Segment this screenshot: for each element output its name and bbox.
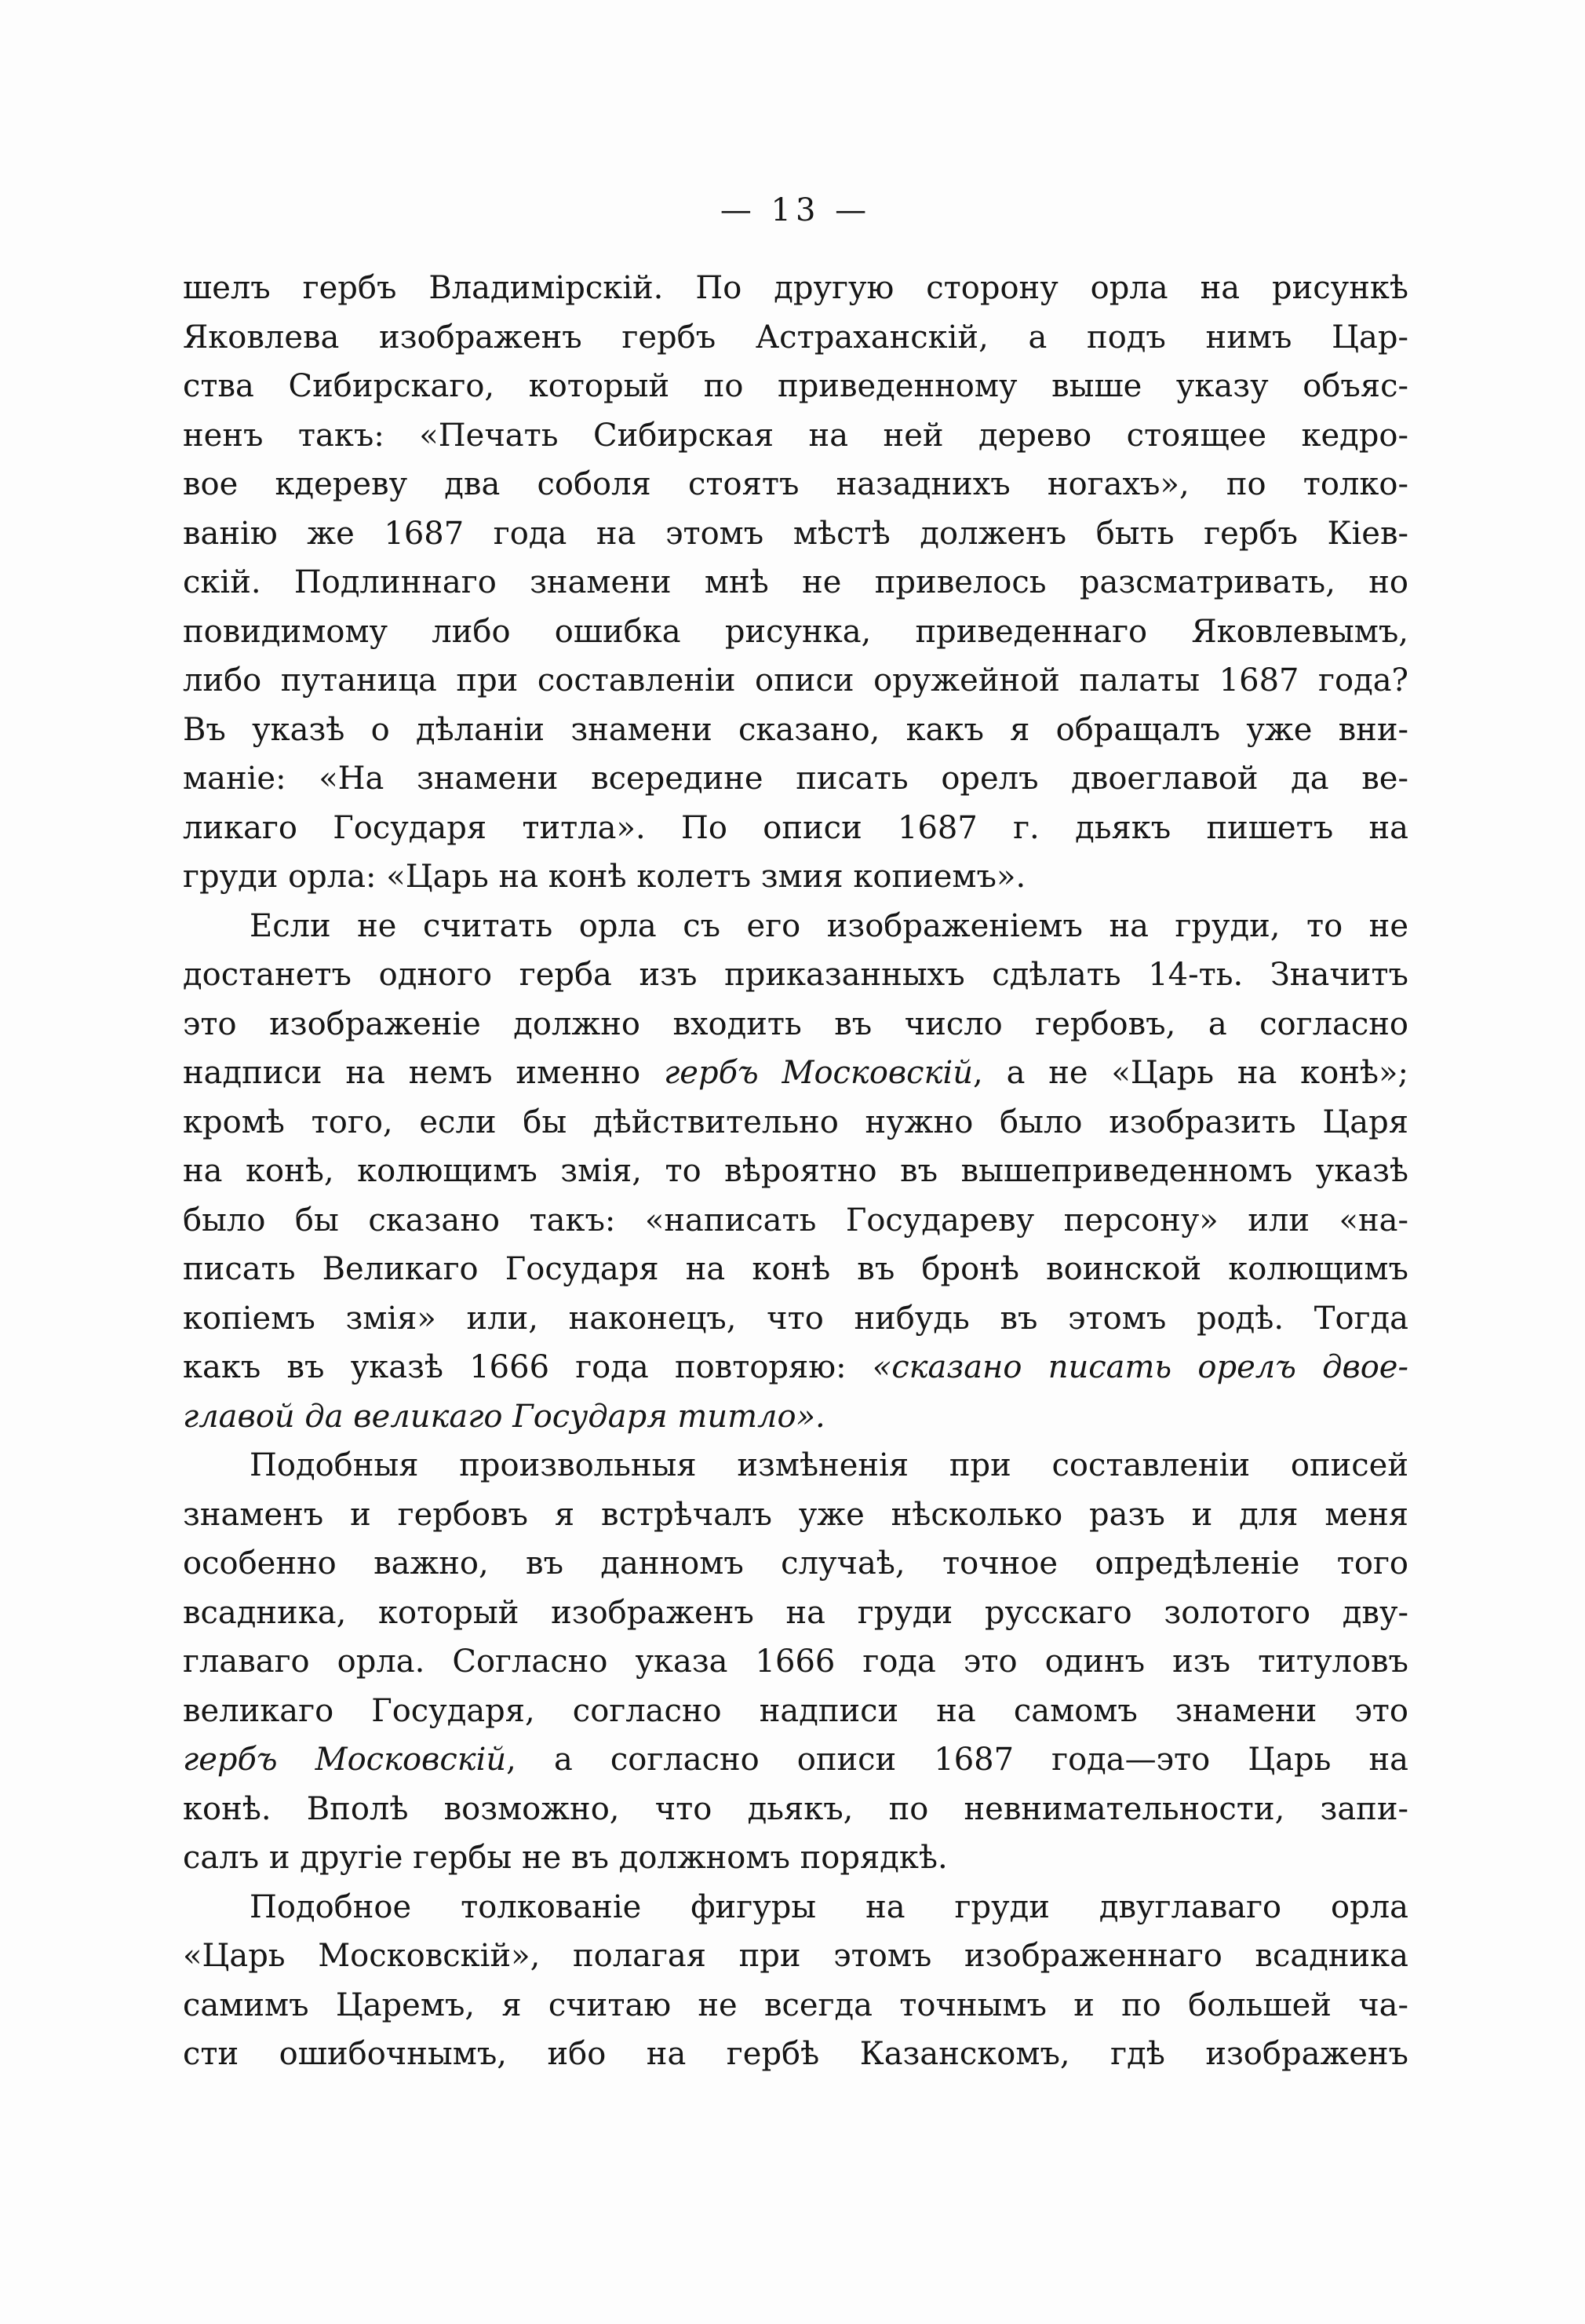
text-segment: какъ въ указѣ 1666 года повторяю: — [183, 1349, 873, 1385]
italic-text-segment: гербъ Московскій — [664, 1055, 974, 1091]
text-line — [183, 1245, 1408, 1294]
text-segment: ненъ такъ: «Печать Сибирская на ней дерево стоящее кедро- — [183, 417, 1408, 454]
text-line — [183, 411, 1408, 461]
text-segment: , а не «Царь на конѣ»; — [973, 1055, 1408, 1091]
text-line — [183, 1833, 1408, 1883]
text-line — [183, 902, 1408, 951]
text-segment: ликаго Государя титла». По описи 1687 г. дьякъ пишетъ на — [183, 809, 1408, 846]
text-segment: скій. Подлиннаго знамени мнѣ не привелось разсматривать, но — [183, 564, 1408, 600]
text-line — [183, 1294, 1408, 1344]
text-line — [183, 1392, 1408, 1442]
text-segment: повидимому либо ошибка рисунка, приведеннаго Яковлевымъ, — [183, 613, 1408, 650]
text-line — [183, 2030, 1408, 2079]
text-segment: на конѣ, колющимъ змія, то вѣроятно въ вышеприведенномъ указѣ — [183, 1153, 1408, 1189]
text-line — [183, 1147, 1408, 1196]
text-segment: ства Сибирскаго, который по приведенному выше указу объяс- — [183, 368, 1408, 404]
text-line — [183, 804, 1408, 853]
text-segment: главаго орла. Согласно указа 1666 года это одинъ изъ титуловъ — [183, 1644, 1408, 1680]
text-line — [183, 1098, 1408, 1147]
text-line — [183, 362, 1408, 411]
text-segment: копіемъ змія» или, наконецъ, что нибудь въ этомъ родѣ. Тогда — [183, 1300, 1408, 1337]
text-segment: самимъ Царемъ, я считаю не всегда точнымъ и по большей ча- — [183, 1987, 1408, 2023]
text-line — [183, 1589, 1408, 1638]
text-segment: это изображеніе должно входить въ число гербовъ, а согласно — [183, 1005, 1408, 1042]
italic-text-segment: главой да великаго Государя титло». — [183, 1398, 825, 1435]
text-line — [183, 264, 1408, 313]
text-line — [183, 509, 1408, 559]
text-line — [183, 1000, 1408, 1049]
text-segment: Подобныя произвольныя измѣненія при составленіи описей — [250, 1447, 1408, 1483]
text-segment: ванію же 1687 года на этомъ мѣстѣ долженъ быть гербъ Кіев- — [183, 515, 1408, 552]
page-text — [183, 264, 1408, 2079]
italic-text-segment: «сказано писать орелъ двое- — [872, 1349, 1408, 1385]
text-line — [183, 1343, 1408, 1392]
text-segment: достанетъ одного герба изъ приказанныхъ сдѣлать 14-ть. Значитъ — [183, 957, 1408, 993]
text-segment: Въ указѣ о дѣланіи знамени сказано, какъ я обращалъ уже вни- — [183, 711, 1408, 748]
text-line — [183, 1441, 1408, 1490]
text-line — [183, 1785, 1408, 1834]
text-line — [183, 754, 1408, 804]
text-line — [183, 1981, 1408, 2030]
text-line — [183, 706, 1408, 755]
text-line — [183, 950, 1408, 1000]
text-segment: , а согласно описи 1687 года—это Царь на — [506, 1742, 1408, 1778]
text-segment: груди орла: «Царь на конѣ колетъ змия копиемъ». — [183, 859, 1026, 895]
text-line — [183, 607, 1408, 657]
text-line — [183, 852, 1408, 902]
text-segment: Подобное толкованіе фигуры на груди двуглаваго орла — [250, 1888, 1408, 1925]
text-segment: особенно важно, въ данномъ случаѣ, точное опредѣленіе того — [183, 1545, 1408, 1582]
text-line — [183, 656, 1408, 706]
text-segment: салъ и другіе гербы не въ должномъ порядкѣ. — [183, 1840, 948, 1876]
text-segment: надписи на немъ именно — [183, 1055, 665, 1091]
text-line — [183, 1735, 1408, 1785]
text-line — [183, 1196, 1408, 1246]
text-segment: писать Великаго Государя на конѣ въ бронѣ воинской колющимъ — [183, 1251, 1408, 1287]
text-line — [183, 313, 1408, 363]
text-line — [183, 1637, 1408, 1687]
text-segment: всадника, который изображенъ на груди русскаго золотого дву- — [183, 1594, 1408, 1631]
text-line — [183, 1932, 1408, 1981]
text-line — [183, 460, 1408, 509]
text-line — [183, 558, 1408, 607]
text-segment: вое кдереву два соболя стоятъ назаднихъ ногахъ», по толко- — [183, 466, 1408, 502]
text-segment: Яковлева изображенъ гербъ Астраханскій, а подъ нимъ Цар- — [183, 319, 1408, 356]
text-line — [183, 1539, 1408, 1589]
text-segment: было бы сказано такъ: «написать Государеву персону» или «на- — [183, 1202, 1408, 1239]
text-line — [183, 1687, 1408, 1736]
text-line — [183, 1490, 1408, 1540]
text-segment: Если не считать орла съ его изображеніемъ на груди, то не — [250, 907, 1408, 944]
text-segment: шелъ гербъ Владимірскій. По другую сторону орла на рисункѣ — [183, 270, 1408, 306]
text-segment: великаго Государя, согласно надписи на самомъ знамени это — [183, 1692, 1408, 1729]
page-number-header: — 13 — — [720, 192, 872, 228]
text-segment: маніе: «На знамени всередине писать орелъ двоеглавой да ве- — [183, 761, 1408, 797]
italic-text-segment: гербъ Московскій — [183, 1742, 507, 1778]
text-segment: «Царь Московскій», полагая при этомъ изображеннаго всадника — [183, 1938, 1408, 1974]
text-segment: кромѣ того, если бы дѣйствительно нужно было изобразить Царя — [183, 1104, 1408, 1140]
text-segment: либо путаница при составленіи описи оружейной палаты 1687 года? — [183, 662, 1408, 699]
text-line — [183, 1049, 1408, 1098]
text-segment: сти ошибочнымъ, ибо на гербѣ Казанскомъ, гдѣ изображенъ — [183, 2036, 1408, 2072]
text-line — [183, 1883, 1408, 1932]
text-segment: знаменъ и гербовъ я встрѣчалъ уже нѣсколько разъ и для меня — [183, 1496, 1408, 1533]
text-segment: конѣ. Вполѣ возможно, что дьякъ, по невнимательности, запи- — [183, 1790, 1408, 1827]
